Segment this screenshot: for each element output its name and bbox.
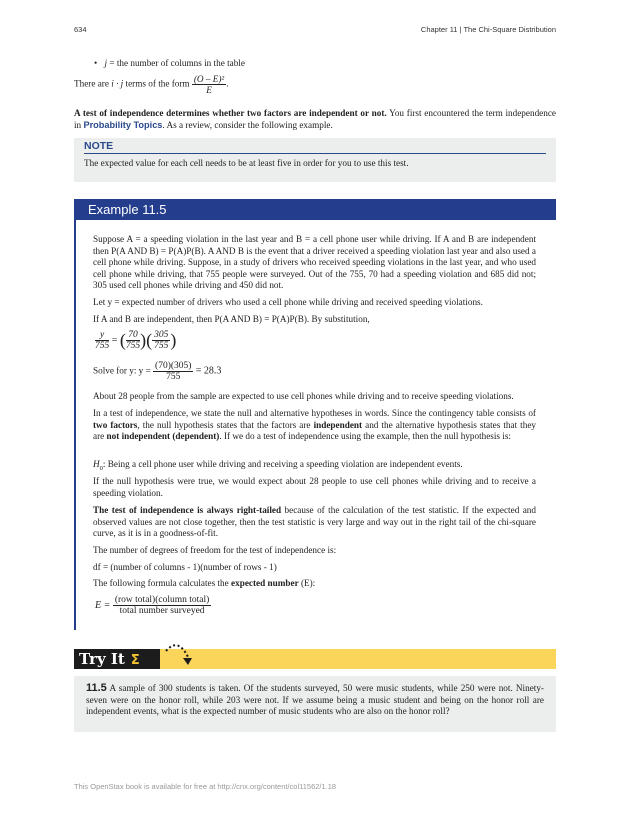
null-hypothesis [93, 459, 536, 474]
eq1-equals: = [111, 334, 118, 346]
exercise-number: 11.5 [86, 682, 107, 694]
eq1-f2 [152, 330, 170, 351]
eq1-lhs-num: y [95, 330, 109, 341]
terms-line [74, 74, 556, 95]
example-paragraph-5 [93, 408, 536, 443]
try-it-text: Try It [79, 650, 125, 668]
df-formula: df = (number of columns - 1)(number of rows - 1) [93, 562, 277, 572]
eq2-den: 755 [166, 372, 181, 382]
example-header [74, 199, 556, 220]
exercise-text: A sample of 300 students is taken. Of the students surveyed, 50 were music students, while 250 were not. Ninety-seven were on the honor roll, while 203 were not. If we assume being a music student and being on the honor roll are independent events, what is the expected number of music students who are also on the honor roll? [86, 683, 544, 717]
note-divider [84, 153, 546, 154]
eq1-lhs [95, 330, 109, 351]
chapter-title: Chapter 11 | The Chi-Square Distribution [420, 25, 556, 34]
try-it-label [74, 649, 160, 669]
note-box [74, 138, 556, 182]
eq1-lhs-den: 755 [95, 341, 110, 351]
fraction-denominator: E [206, 85, 212, 95]
try-it-banner [74, 649, 556, 669]
intro-text-end: . As a review, consider the following example. [162, 119, 333, 130]
sigma-icon: Σ [130, 653, 140, 668]
eq3-den: total number surveyed [119, 606, 205, 616]
h0-sub: 0 [99, 464, 103, 472]
bullet-item: • j = the number of columns in the table [94, 58, 245, 68]
eq2-prefix: Solve for y: y = [93, 365, 154, 376]
page-number: 634 [74, 25, 87, 34]
note-title: NOTE [84, 140, 114, 152]
try-it-box [74, 676, 556, 732]
intro-text: You first encountered the term independence in [74, 108, 556, 130]
p5-c: , the null hypothesis states that the factors are [137, 419, 314, 430]
p9-a: The following formula calculates the [93, 578, 232, 588]
p5-e: and the alternative hypothesis states that they are [93, 419, 536, 442]
example-paragraph-8: The number of degrees of freedom for the test of independence is: [93, 545, 337, 555]
eq1-f1-den: 755 [125, 341, 141, 351]
probability-topics-link[interactable]: Probability Topics [83, 119, 163, 130]
eq1-f1-num: 70 [126, 330, 140, 341]
example-paragraph-7 [93, 505, 536, 540]
expected-formula [95, 595, 211, 616]
eq2-num: (70)(305) [155, 361, 192, 371]
try-it-exercise [86, 683, 544, 718]
terms-expr: i · j [111, 78, 124, 89]
fraction-numerator: (O – E)² [193, 74, 225, 84]
equation-solve [93, 361, 221, 382]
example-paragraph-4: About 28 people from the sample are expected to use cell phones while driving and to receive speeding violations. [93, 391, 514, 401]
eq1-f1 [126, 330, 140, 351]
p5-d: independent [313, 419, 363, 430]
p7-text: because of the calculation of the test statistic. If the expected and observed values are not close together, then the test statistic is very large and way out in the right tail of the chi-square curve, as it is in a goodness-of-fit. [93, 505, 536, 539]
eq3-num: (row total)(column total) [114, 595, 210, 605]
intro-paragraph [74, 108, 556, 131]
p5-b: two factors [93, 419, 138, 430]
example-paragraph-9 [93, 578, 536, 590]
dotted-arrow-icon [164, 639, 194, 667]
intro-bold: A test of independence determines whether two factors are independent or not. [74, 108, 387, 118]
terms-fraction [192, 74, 229, 95]
eq3-lhs: E = [95, 599, 111, 611]
note-text: The expected value for each cell needs to be at least five in order for you to use this test. [84, 158, 409, 168]
eq3-fraction [113, 595, 211, 616]
page-footer: This OpenStax book is available for free at http://cnx.org/content/col11562/1.18 [74, 782, 337, 791]
h0-label: H [93, 459, 100, 469]
example-paragraph-2: Let y = expected number of drivers who used a cell phone while driving and received speeding violations. [93, 297, 483, 307]
eq2-fraction [153, 361, 193, 382]
h0-text: : Being a cell phone user while driving and receiving a speeding violation are independent events. [102, 459, 463, 469]
p9-b: expected number [231, 578, 299, 588]
p9-c: (E): [298, 578, 316, 588]
p7-bold: The test of independence is always right-tailed [93, 505, 282, 515]
example-left-border [74, 220, 76, 630]
p5-f: not independent (dependent) [106, 431, 220, 442]
bullet-text: = the number of columns in the table [107, 58, 245, 68]
example-paragraph-1: Suppose A = a speeding violation in the last year and B = a cell phone user while driving. If A and B are independent then P(A AND B) = P(A)P(B). A AND B is the event that a driver received a speeding violation last year and also used a cell phone while driving. Suppose, in a study of drivers who received speeding violations in the last year, and who used cell phone while driving, that 755 people were surveyed. Out of the 755, 70 had a speeding violation and 685 did not; 305 used cell phones while driving and 450 did not. [93, 234, 536, 291]
example-title: Example 11.5 [88, 202, 167, 217]
equation-substitution: $\frac{y}{755}$ = ( $\frac{70}{755}$ )( $\frac{305}{755}$ ) [95, 330, 177, 351]
terms-middle: terms of the form [125, 78, 192, 89]
eq1-f2-num: 305 [154, 330, 169, 340]
terms-prefix: There are [74, 78, 112, 89]
example-paragraph-6: If the null hypothesis were true, we would expect about 28 people to use cell phones while driving and to receive a speeding violation. [93, 476, 536, 498]
p5-g: . If we do a test of independence using the example, then the null hypothesis is: [219, 431, 511, 442]
bullet-var: j [104, 58, 108, 68]
terms-suffix: . [226, 78, 229, 89]
eq1-f2-den: 755 [154, 341, 169, 351]
p5-a: In a test of independence, we state the null and alternative hypotheses in words. Since the contingency table consists of [93, 408, 536, 418]
example-paragraph-3: If A and B are independent, then P(A AND B) = P(A)P(B). By substitution, [93, 314, 370, 324]
eq2-result: = 28.3 [195, 365, 222, 377]
